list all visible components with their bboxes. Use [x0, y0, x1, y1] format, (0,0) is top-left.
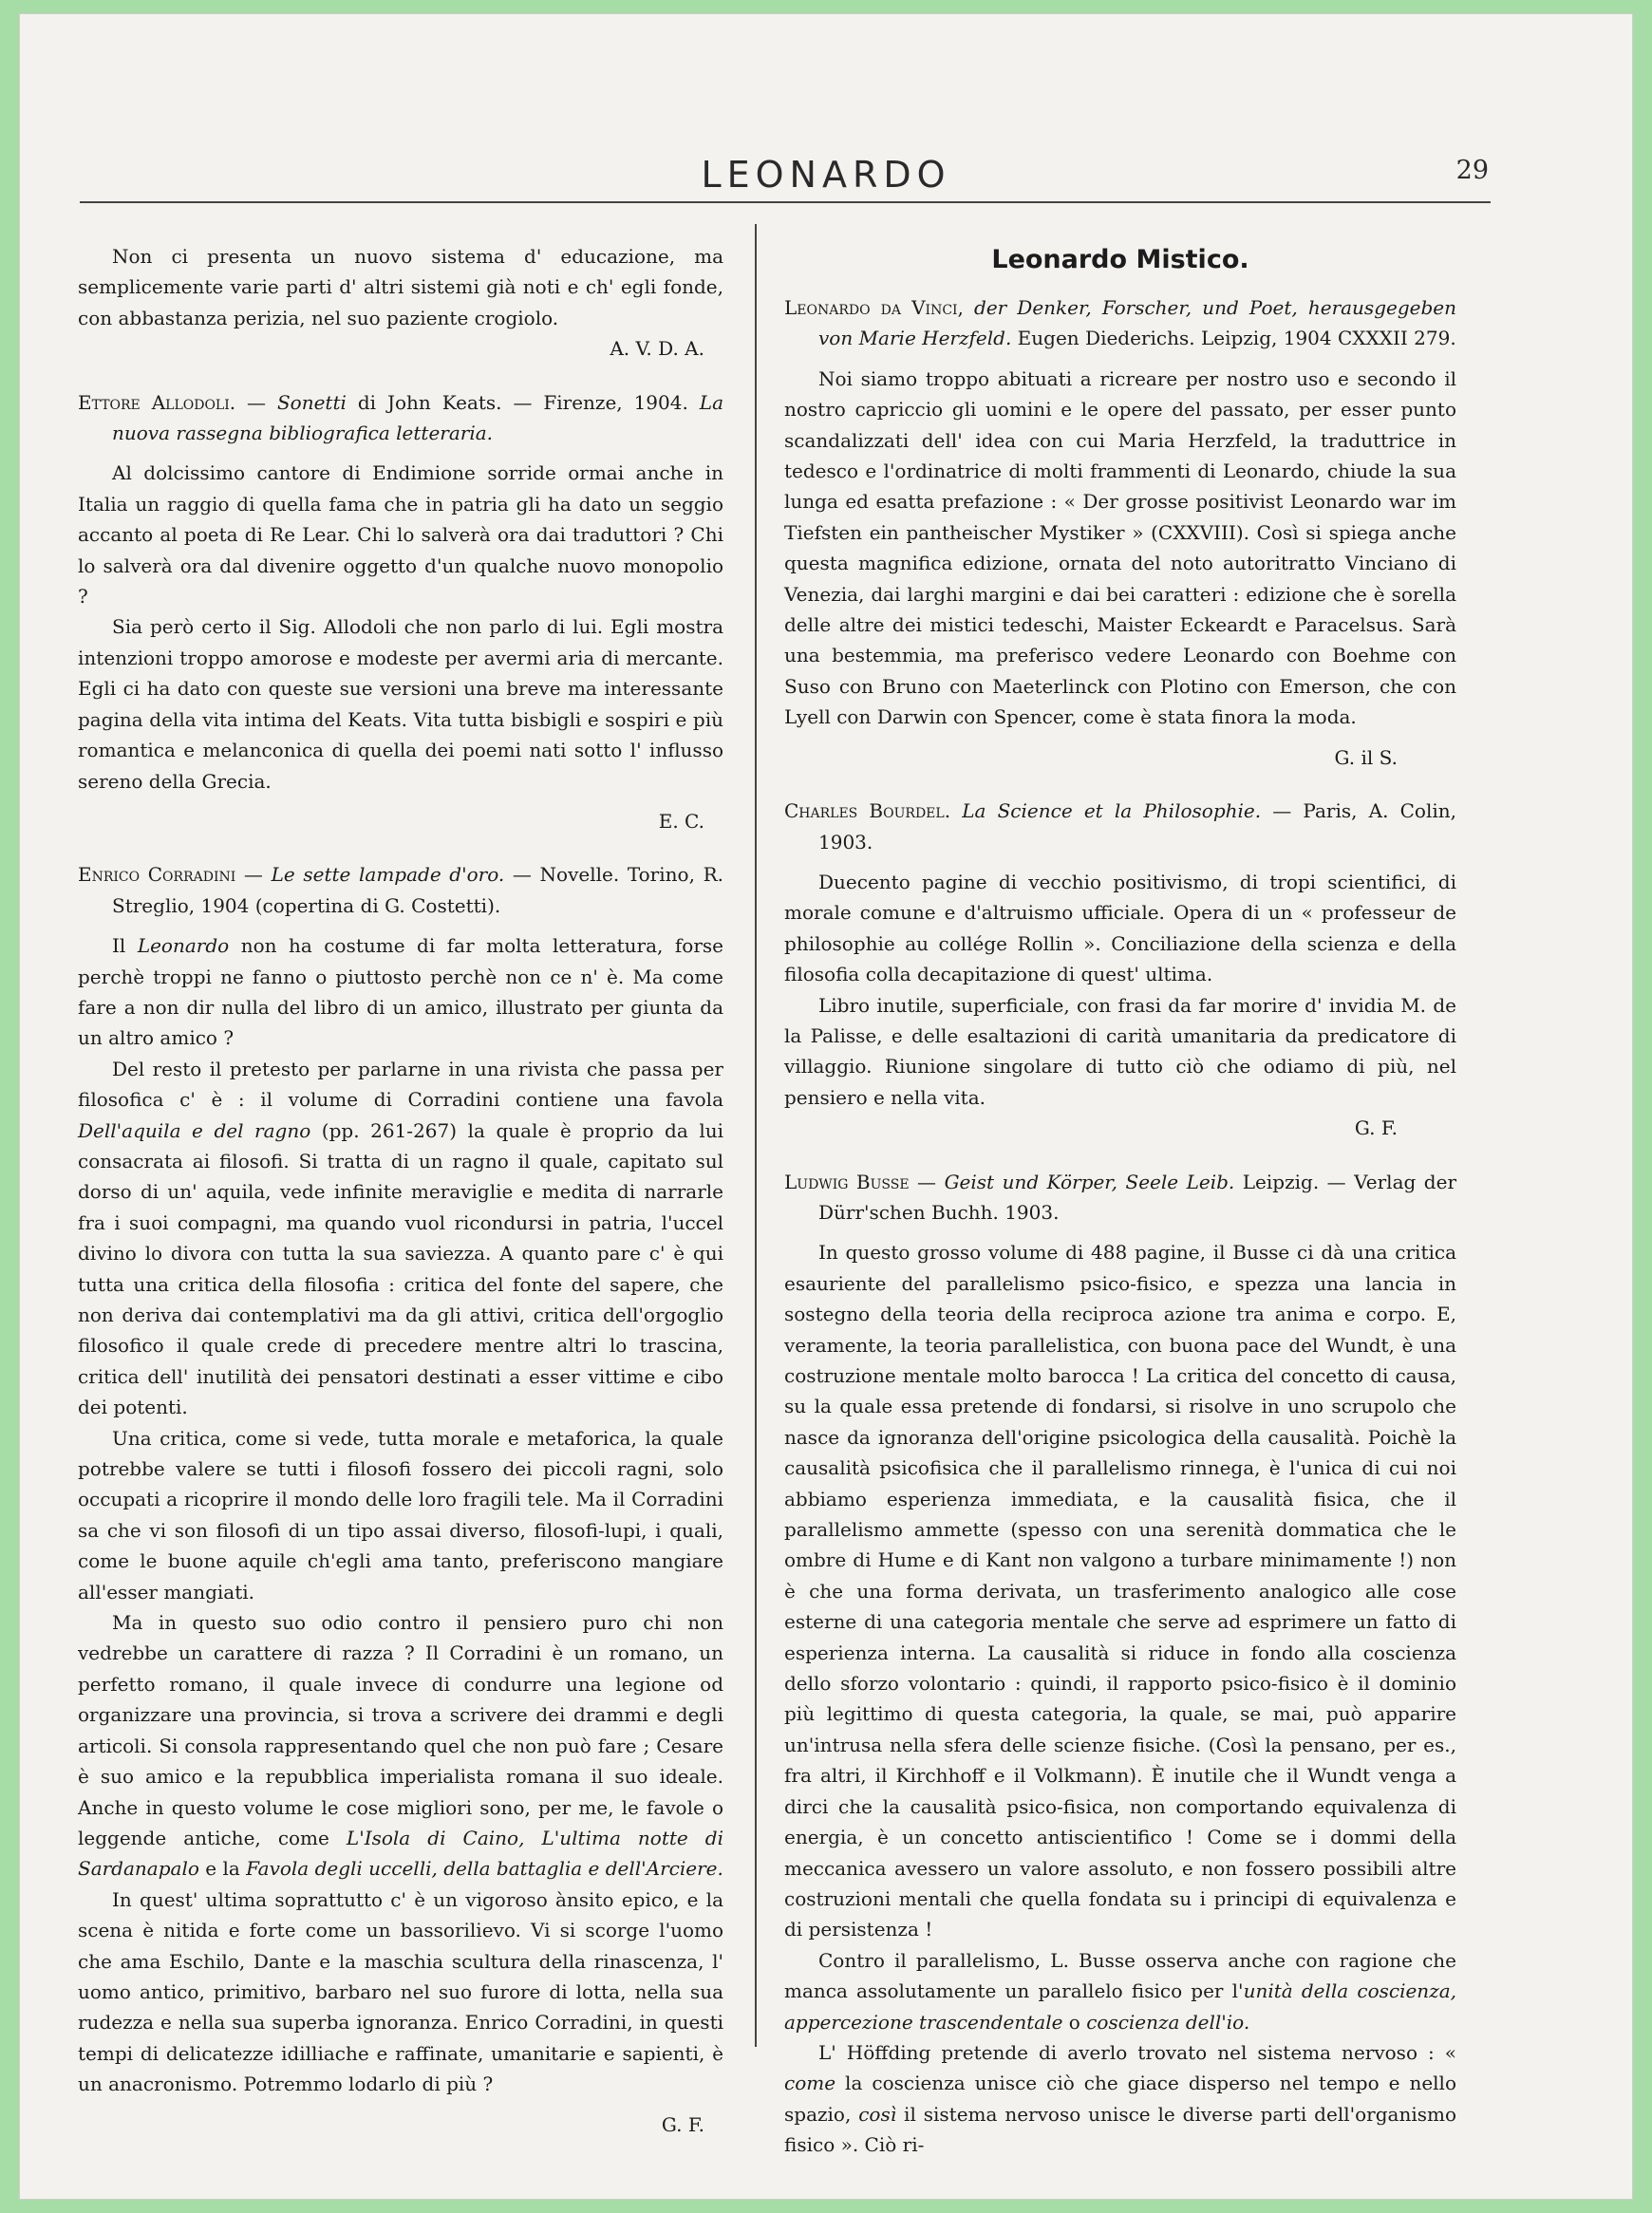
busse-paragraph-1: In questo grosso volume di 488 pagine, il Busse ci dà una critica esauriente del parallelismo psico-fisico, e spezza una lancia in sostegno della teoria della reciproca azione tra anima e corpo. E, veramente, la teoria parallelistica, con buona pace del Wundt, è una costruzione mentale molto barocca ! La critica del concetto di causa, su la quale essa pretende di fondarsi, si risolve in uno scrupolo che nasce da ignoranza dell'origine psicologica della causalità. Poichè la causalità psicofisica che il parallelismo rinnega, è l'unica di cui noi abbiamo esperienza immediata, e la causalità fisica, che il parallelismo ammette (spesso con una serenità dommatica che le ombre di Hume e di Kant non valgono a turbare minimamente !) non è che una forma derivata, un trasferimento analogico alle cose esterne di una categoria mentale che serve ad esprimere un fatto di esperienza interna. La causalità si riduce in fondo alla coscienza dello sforzo volontario : quindi, il rapporto psico-fisico è il dominio più legittimo di questa categoria, la quale, se mai, può apparire un'intrusa nella sfera delle scienze fisiche. (Così la pensano, per es., fra altri, il Kirchhoff e il Volkmann). È inutile che il Wundt venga a dirci che la causalità psico-fisica, non comportando equivalenza di energia, è un concetto antiscientifico ! Come se i dommi della meccanica avessero un valore assoluto, e non fossero possibili altre costruzioni mentali che quella fondata su i principi di equivalenza e di persistenza !: [784, 1241, 1456, 1941]
bourdel-paragraph-2: Libro inutile, superficiale, con frasi da far morire d' invidia M. de la Palisse, e delle esaltazioni di carità umanitaria da predicatore di villaggio. Riunione singolare di tutto ciò che odiamo di più, nel pensiero e nella vita.: [784, 993, 1456, 1109]
page-number: 29: [1455, 156, 1489, 185]
busse-paragraph-3: L' Höffding pretende di averlo trovato nel sistema nervoso : « come la coscienza unisce ciò che giace disperso nel tempo e nello spazio, così il sistema nervoso unisce le diverse parti dell'organismo fisico ». Ciò ri-: [784, 2040, 1456, 2157]
corradini-signature: G. F.: [661, 2112, 704, 2136]
journal-title: LEONARDO: [701, 154, 951, 196]
left-column: [78, 241, 723, 2140]
header-rule: [80, 201, 1491, 203]
bourdel-signature: G. F.: [1354, 1116, 1398, 1140]
allodoli-signature: E. C.: [658, 809, 704, 833]
right-column: [784, 241, 1456, 2161]
bourdel-entry-heading: Charles Bourdel. La Science et la Philosophie. — Paris, A. Colin, 1903.: [784, 799, 1456, 853]
bourdel-paragraph-1: Duecento pagine di vecchio positivismo, di tropi scientifici, di morale comune e d'altruismo ufficiale. Opera di un « professeur de philosophie au collége Rollin ». Conciliazione della scienza e della filosofia colla decapitazione di quest' ultima.: [784, 870, 1456, 986]
corradini-paragraph-3: Una critica, come si vede, tutta morale e metaforica, la quale potrebbe valere se tutti i filosofi fossero dei piccoli ragni, solo occupati a ricoprire il mondo delle loro fragili tele. Ma il Corradini sa che vi son filosofi di un tipo assai diverso, filosofi-lupi, i quali, come le buone aquile ch'egli ama tanto, preferiscono mangiare all'esser mangiati.: [78, 1426, 723, 1603]
intro-paragraph: Non ci presenta un nuovo sistema d' educazione, ma semplicemente varie parti d' altri sistemi già noti e ch' egli fonde, con abbastanza perizia, nel suo paziente crogiolo.: [78, 245, 723, 329]
corradini-paragraph-1: Il Leonardo non ha costume di far molta letteratura, forse perchè troppi ne fanno o piuttosto perchè non ce n' è. Ma come fare a non dir nulla del libro di un amico, illustrato per giunta da un altro amico ?: [78, 934, 723, 1050]
herzfeld-signature: G. il S.: [1334, 745, 1398, 769]
allodoli-title: Sonetti: [276, 390, 347, 414]
corradini-paragraph-5: In quest' ultima soprattutto c' è un vigoroso ànsito epico, e la scena è nitida e forte come un bassorilievo. Vi si scorge l'uomo che ama Eschilo, Dante e la maschia scultura della rinascenza, l' uomo antico, primitivo, barbaro nel suo furore di lotta, nella sua rudezza e nella sua superba ignoranza. Enrico Corradini, in questi tempi di delicatezze idilliache e raffinate, umanitarie e sapienti, è un anacronismo. Potremmo lodarlo di più ?: [78, 1887, 723, 2096]
allodoli-paragraph-1: Al dolcissimo cantore di Endimione sorride ormai anche in Italia un raggio di quella fama che in patria gli ha dato un seggio accanto al poeta di Re Lear. Chi lo salverà ora dai traduttori ? Chi lo salverà ora dal divenire oggetto d'un qualche nuovo monopolio ?: [78, 461, 723, 609]
corradini-entry-heading: Enrico Corradini — Le sette lampade d'oro. — Novelle. Torino, R. Streglio, 1904 (copertina di G. Costetti).: [78, 863, 723, 917]
page-sheet: [19, 13, 1633, 2200]
section-title: Leonardo Mistico.: [991, 245, 1249, 274]
corradini-title: Le sette lampade d'oro.: [271, 863, 505, 887]
busse-paragraph-2: Contro il parallelismo, L. Busse osserva anche con ragione che manca assolutamente un parallelo fisico per l'unità della coscienza, appercezione trascendentale o coscienza dell'io.: [784, 1948, 1457, 2034]
corradini-author: Enrico Corradini: [78, 863, 236, 887]
column-divider: [755, 224, 757, 2047]
corradini-paragraph-2: Del resto il pretesto per parlarne in una rivista che passa per filosofica c' è : il volume di Corradini contiene una favola Dell'aquila e del ragno (pp. 261-267) la quale è proprio da lui consacrata ai filosofi. Si tratta di un ragno il quale, capitato sul dorso di un' aquila, vede infinite meraviglie e medita di narrarle fra i suoi compagni, ma quando vuol ricondursi in patria, l'uccel divino lo divora con tutta la sua saviezza. A quanto pare c' è qui tutta una critica della filosofia : critica del fonte del sapere, che non deriva dai contemplativi ma da gli attivi, critica dell'orgoglio filosofico il quale crede di precedere mentre altri lo trascina, critica dell' inutilità dei pensatori destinati a esser vittime e cibo dei potenti.: [78, 1057, 723, 1419]
allodoli-entry-heading: Ettore Allodoli. — Sonetti di John Keats. — Firenze, 1904. La nuova rassegna bibliografica letteraria.: [78, 390, 723, 445]
busse-author: Ludwig Busse: [784, 1170, 910, 1193]
herzfeld-title: der Denker, Forscher, und Poet, herausgegeben von Marie Herzfeld.: [818, 296, 1456, 350]
allodoli-paragraph-2: Sia però certo il Sig. Allodoli che non parlo di lui. Egli mostra intenzioni troppo amorose e modeste per avermi aria di mercante. Egli ci ha dato con queste sue versioni una breve ma interessante pagina della vita intima del Keats. Vita tutta bisbigli e sospiri e più romantica e melanconica di quella dei poemi nati sotto l' influsso sereno della Grecia.: [78, 615, 723, 793]
herzfeld-author: Leonardo da Vinci,: [784, 296, 964, 319]
allodoli-publisher: La nuova rassegna bibliografica letteraria.: [112, 390, 723, 445]
bourdel-title: La Science et la Philosophie.: [950, 799, 1262, 823]
herzfeld-entry-heading: Leonardo da Vinci, der Denker, Forscher, und Poet, herausgegeben von Marie Herzfeld. Eugen Diederichs. Leipzig, 1904 CXXXII 279.: [784, 296, 1456, 350]
herzfeld-paragraph: Noi siamo troppo abituati a ricreare per nostro uso e secondo il nostro capriccio gli uomini e le opere del passato, per esser punto scandalizzati dell' idea con cui Maria Herzfeld, la traduttrice in tedesco e l'ordinatrice di molti frammenti di Leonardo, chiude la sua lunga ed esatta prefazione : « Der grosse positivist Leonardo war im Tiefsten ein pantheischer Mystiker » (CXXVIII). Così si spiega anche questa magnifica edizione, ornata del noto autoritratto Vinciano di Venezia, dai larghi margini e dai bei caratteri : edizione che è sorella delle altre dei mistici tedeschi, Maister Eckeardt e Paracelsus. Sarà una bestemmia, ma preferisco vedere Leonardo con Boehme con Suso con Bruno con Maeterlinck con Plotino con Emerson, che con Lyell con Darwin con Spencer, come è stata finora la moda.: [784, 366, 1456, 729]
busse-title: Geist und Körper, Seele Leib.: [944, 1170, 1235, 1193]
allodoli-author: Ettore Allodoli.: [78, 390, 236, 414]
bourdel-author: Charles Bourdel.: [784, 799, 951, 823]
intro-signature: A. V. D. A.: [610, 337, 704, 361]
corradini-paragraph-4: Ma in questo suo odio contro il pensiero puro chi non vedrebbe un carattere di razza ? Il Corradini è un romano, un perfetto romano, il quale invece di condurre una legione od organizzare una provincia, si trova a scrivere dei drammi e degli articoli. Si consola rappresentando quel che non può fare ; Cesare è suo amico e la repubblica imperialista romana il suo ideale. Anche in questo volume le cose migliori sono, per me, le favole o leggende antiche, come L'Isola di Caino, L'ultima notte di Sardanapalo e la Favola degli uccelli, della battaglia e dell'Arciere.: [78, 1611, 724, 1881]
busse-entry-heading: Ludwig Busse — Geist und Körper, Seele Leib. Leipzig. — Verlag der Dürr'schen Buchh. 1903.: [784, 1170, 1457, 1224]
